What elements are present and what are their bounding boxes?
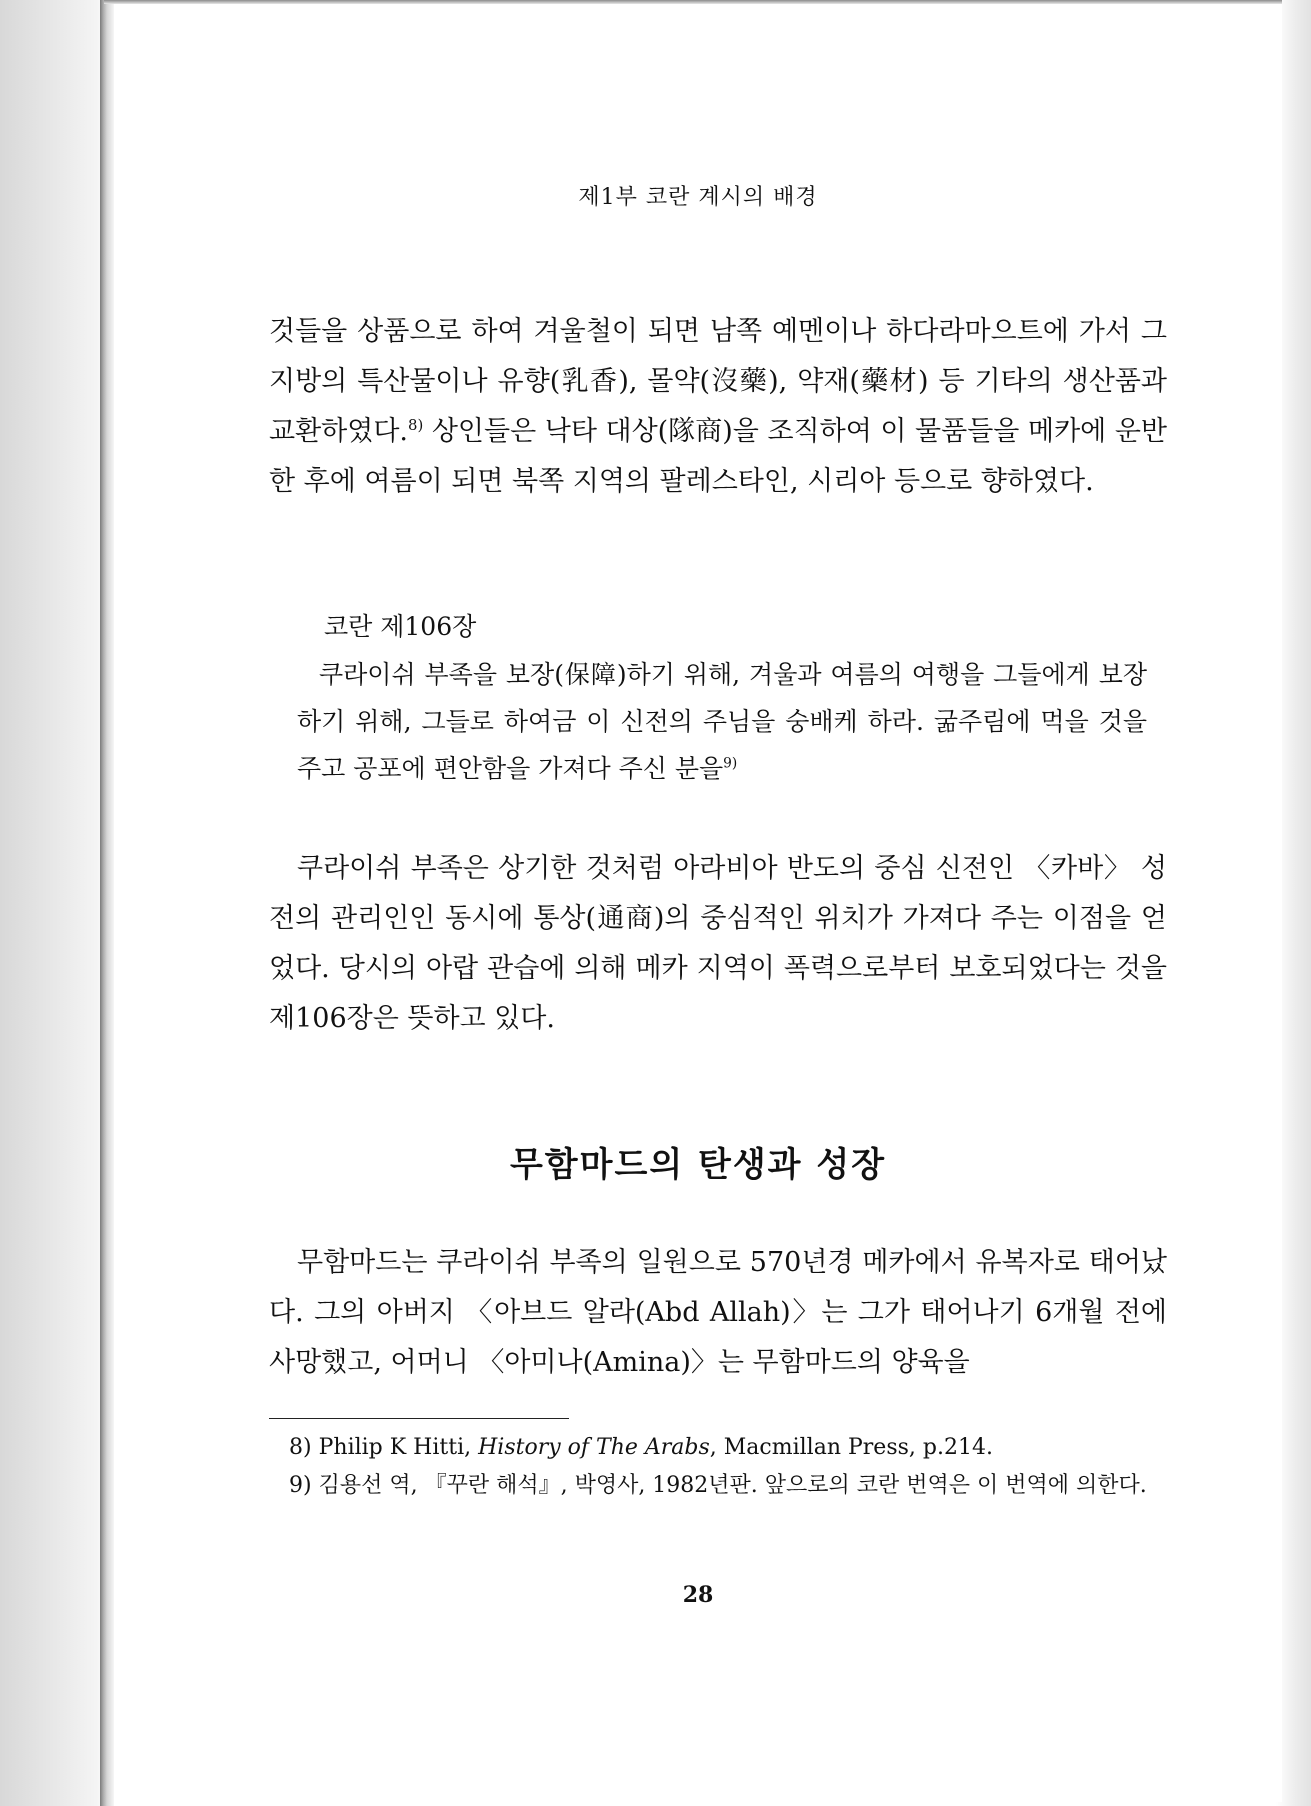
paragraph-1 [269,307,1167,507]
footnote-8-author: Philip K Hitti, [318,1435,479,1460]
paragraph-1-text: 것들을 상품으로 하여 겨울철이 되면 남쪽 예멘이나 하다라마으트에 가서 그 지방의 특산물이나 유향(乳香), 몰약(沒藥), 약재(藥材) 등 기타의 생산품과 교환하였다. [269,316,1167,447]
book-spine-shadow [100,0,114,1806]
footnote-divider [269,1418,569,1419]
paragraph-1-text-after: 상인들은 낙타 대상(隊商)을 조직하여 이 물품들을 메카에 운반한 후에 여름이 되면 북쪽 지역의 팔레스타인, 시리아 등으로 향하였다. [269,416,1167,497]
running-head: 제1부 코란 계시의 배경 [578,185,818,210]
footnotes [289,1429,1167,1505]
footnote-ref-9: 9) [723,755,738,772]
book-page [114,4,1282,1802]
section-title: 무함마드의 탄생과 성장 [509,1145,887,1185]
footnote-number: 9) [289,1473,312,1498]
footnote-ref-8: 8) [408,416,424,434]
paragraph-2: 쿠라이쉬 부족은 상기한 것처럼 아라비아 반도의 중심 신전인 〈카바〉 성전의 관리인인 동시에 통상(通商)의 중심적인 위치가 가져다 주는 이점을 얻었다. 당시의 아랍 관습에 의해 메카 지역이 폭력으로부터 보호되었다는 것을 제106장은 뜻하고 있다. [269,853,1167,1034]
footnote-9-text: 김용선 역, 『꾸란 해석』, 박영사, 1982년판. 앞으로의 코란 번역은 이 번역에 의한다. [318,1473,1147,1498]
quote-block [297,651,1147,792]
quote-title: 코란 제106장 [324,612,477,641]
footnote-9 [289,1467,1167,1505]
footnote-8-book-title: History of The Arabs [478,1435,710,1460]
footnote-number: 8) [289,1435,312,1460]
paragraph-3: 무함마드는 쿠라이쉬 부족의 일원으로 570년경 메카에서 유복자로 태어났다. 그의 아버지 〈아브드 알라(Abd Allah)〉는 그가 태어나기 6개월 전에 사망했고, 어머니 〈아미나(Amina)〉는 무함마드의 양육을 [269,1247,1167,1378]
quote-text: 쿠라이쉬 부족을 보장(保障)하기 위해, 겨울과 여름의 여행을 그들에게 보장하기 위해, 그들로 하여금 이 신전의 주님을 숭배케 하라. 굶주림에 먹을 것을 주고 공포에 편안함을 가져다 주신 분을 [297,660,1147,783]
footnote-8-publisher: , Macmillan Press, p.214. [709,1435,993,1460]
footnote-8 [289,1429,1167,1467]
page-number: 28 [682,1582,714,1608]
